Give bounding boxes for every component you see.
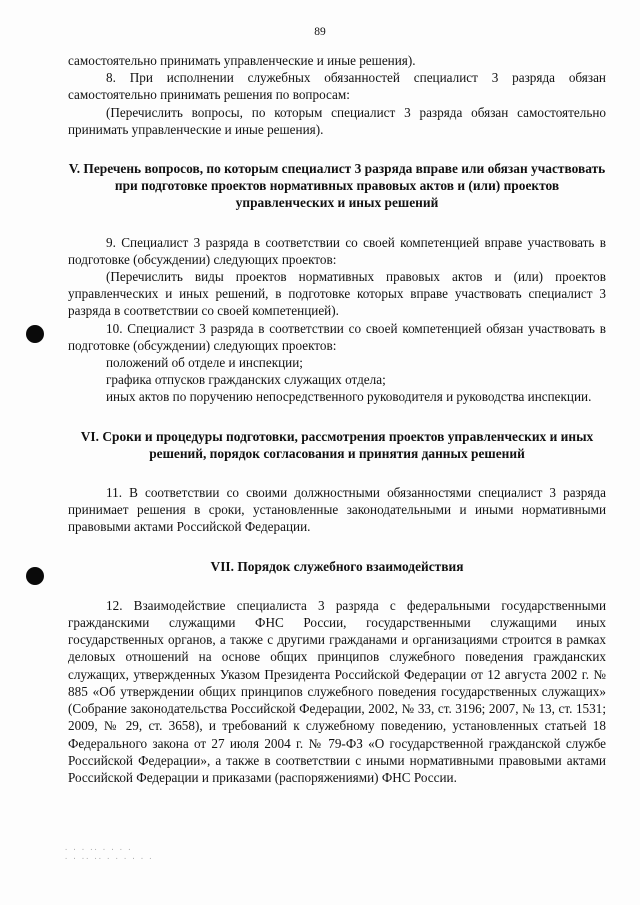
paragraph-8: 8. При исполнении служебных обязанностей специалист 3 разряда обязан самостоятельно принимать решения по вопросам: <box>68 70 606 103</box>
paragraph-10-item: иных актов по поручению непосредственного руководителя и руководства инспекции. <box>106 389 592 405</box>
punch-hole-icon <box>26 567 44 585</box>
punch-hole-icon <box>26 325 44 343</box>
paragraph-10-item: графика отпусков гражданских служащих отдела; <box>106 372 386 388</box>
section-heading-vi: VI. Сроки и процедуры подготовки, рассмотрения проектов управленческих и иных решений, порядок согласования и принятия данных решений <box>80 428 594 461</box>
paragraph-8-note: (Перечислить вопросы, по которым специалист 3 разряда обязан самостоятельно принимать управленческие и иные решения). <box>68 104 606 137</box>
document-body <box>68 52 606 786</box>
section-heading-v: V. Перечень вопросов, по которым специалист 3 разряда вправе или обязан участвовать при подготовке проектов нормативных правовых актов и (или) проектов управленческих и иных решений <box>68 161 606 211</box>
paragraph-9: 9. Специалист 3 разряда в соответствии со своей компетенцией вправе участвовать в подготовке (обсуждении) следующих проектов: <box>68 234 606 267</box>
paragraph-9-note: (Перечислить виды проектов нормативных правовых актов и (или) проектов управленческих и иных решений, в подготовке которых вправе участвовать специалист 3 разряда в соответствии со своей компетенцией). <box>68 269 606 319</box>
section-heading-vii: VII. Порядок служебного взаимодействия <box>210 558 464 574</box>
scan-stamp-watermark: · · · ·· · · · · · · ·· ·· · · · · · · <box>64 846 153 863</box>
paragraph-11: 11. В соответствии со своими должностными обязанностями специалист 3 разряда принимает решения в сроки, установленные законодательными и иными нормативными правовыми актами Российской Федерации. <box>68 485 606 535</box>
paragraph-12: 12. Взаимодействие специалиста 3 разряда с федеральными государственными гражданскими служащими ФНС России, государственными служащими иных государственных органов, а также с другими гражданами и организациями строится в рамках деловых отношений на основе общих принципов служебного поведения гражданских служащих, утвержденных Указом Президента Российской Федерации от 12 августа 2002 г. № 885 «Об утверждении общих принципов служебного поведения государственных служащих» (Собрание законодательства Российской Федерации, 2002, № 33, ст. 3196; 2007, № 13, ст. 1531; 2009, № 29, ст. 3658), и требований к служебному поведению, установленных статьей 18 Федерального закона от 27 июля 2004 г. № 79-ФЗ «О государственной гражданской службе Российской Федерации», а также в соответствии с иными нормативными правовыми актами Российской Федерации и приказами (распоряжениями) ФНС России. <box>68 597 606 785</box>
paragraph-10-item: положений об отделе и инспекции; <box>106 355 303 371</box>
page-number: 89 <box>314 26 326 38</box>
paragraph-continuation: самостоятельно принимать управленческие и иные решения). <box>68 53 416 68</box>
paragraph-10: 10. Специалист 3 разряда в соответствии со своей компетенцией обязан участвовать в подготовке (обсуждении) следующих проектов: <box>68 320 606 353</box>
